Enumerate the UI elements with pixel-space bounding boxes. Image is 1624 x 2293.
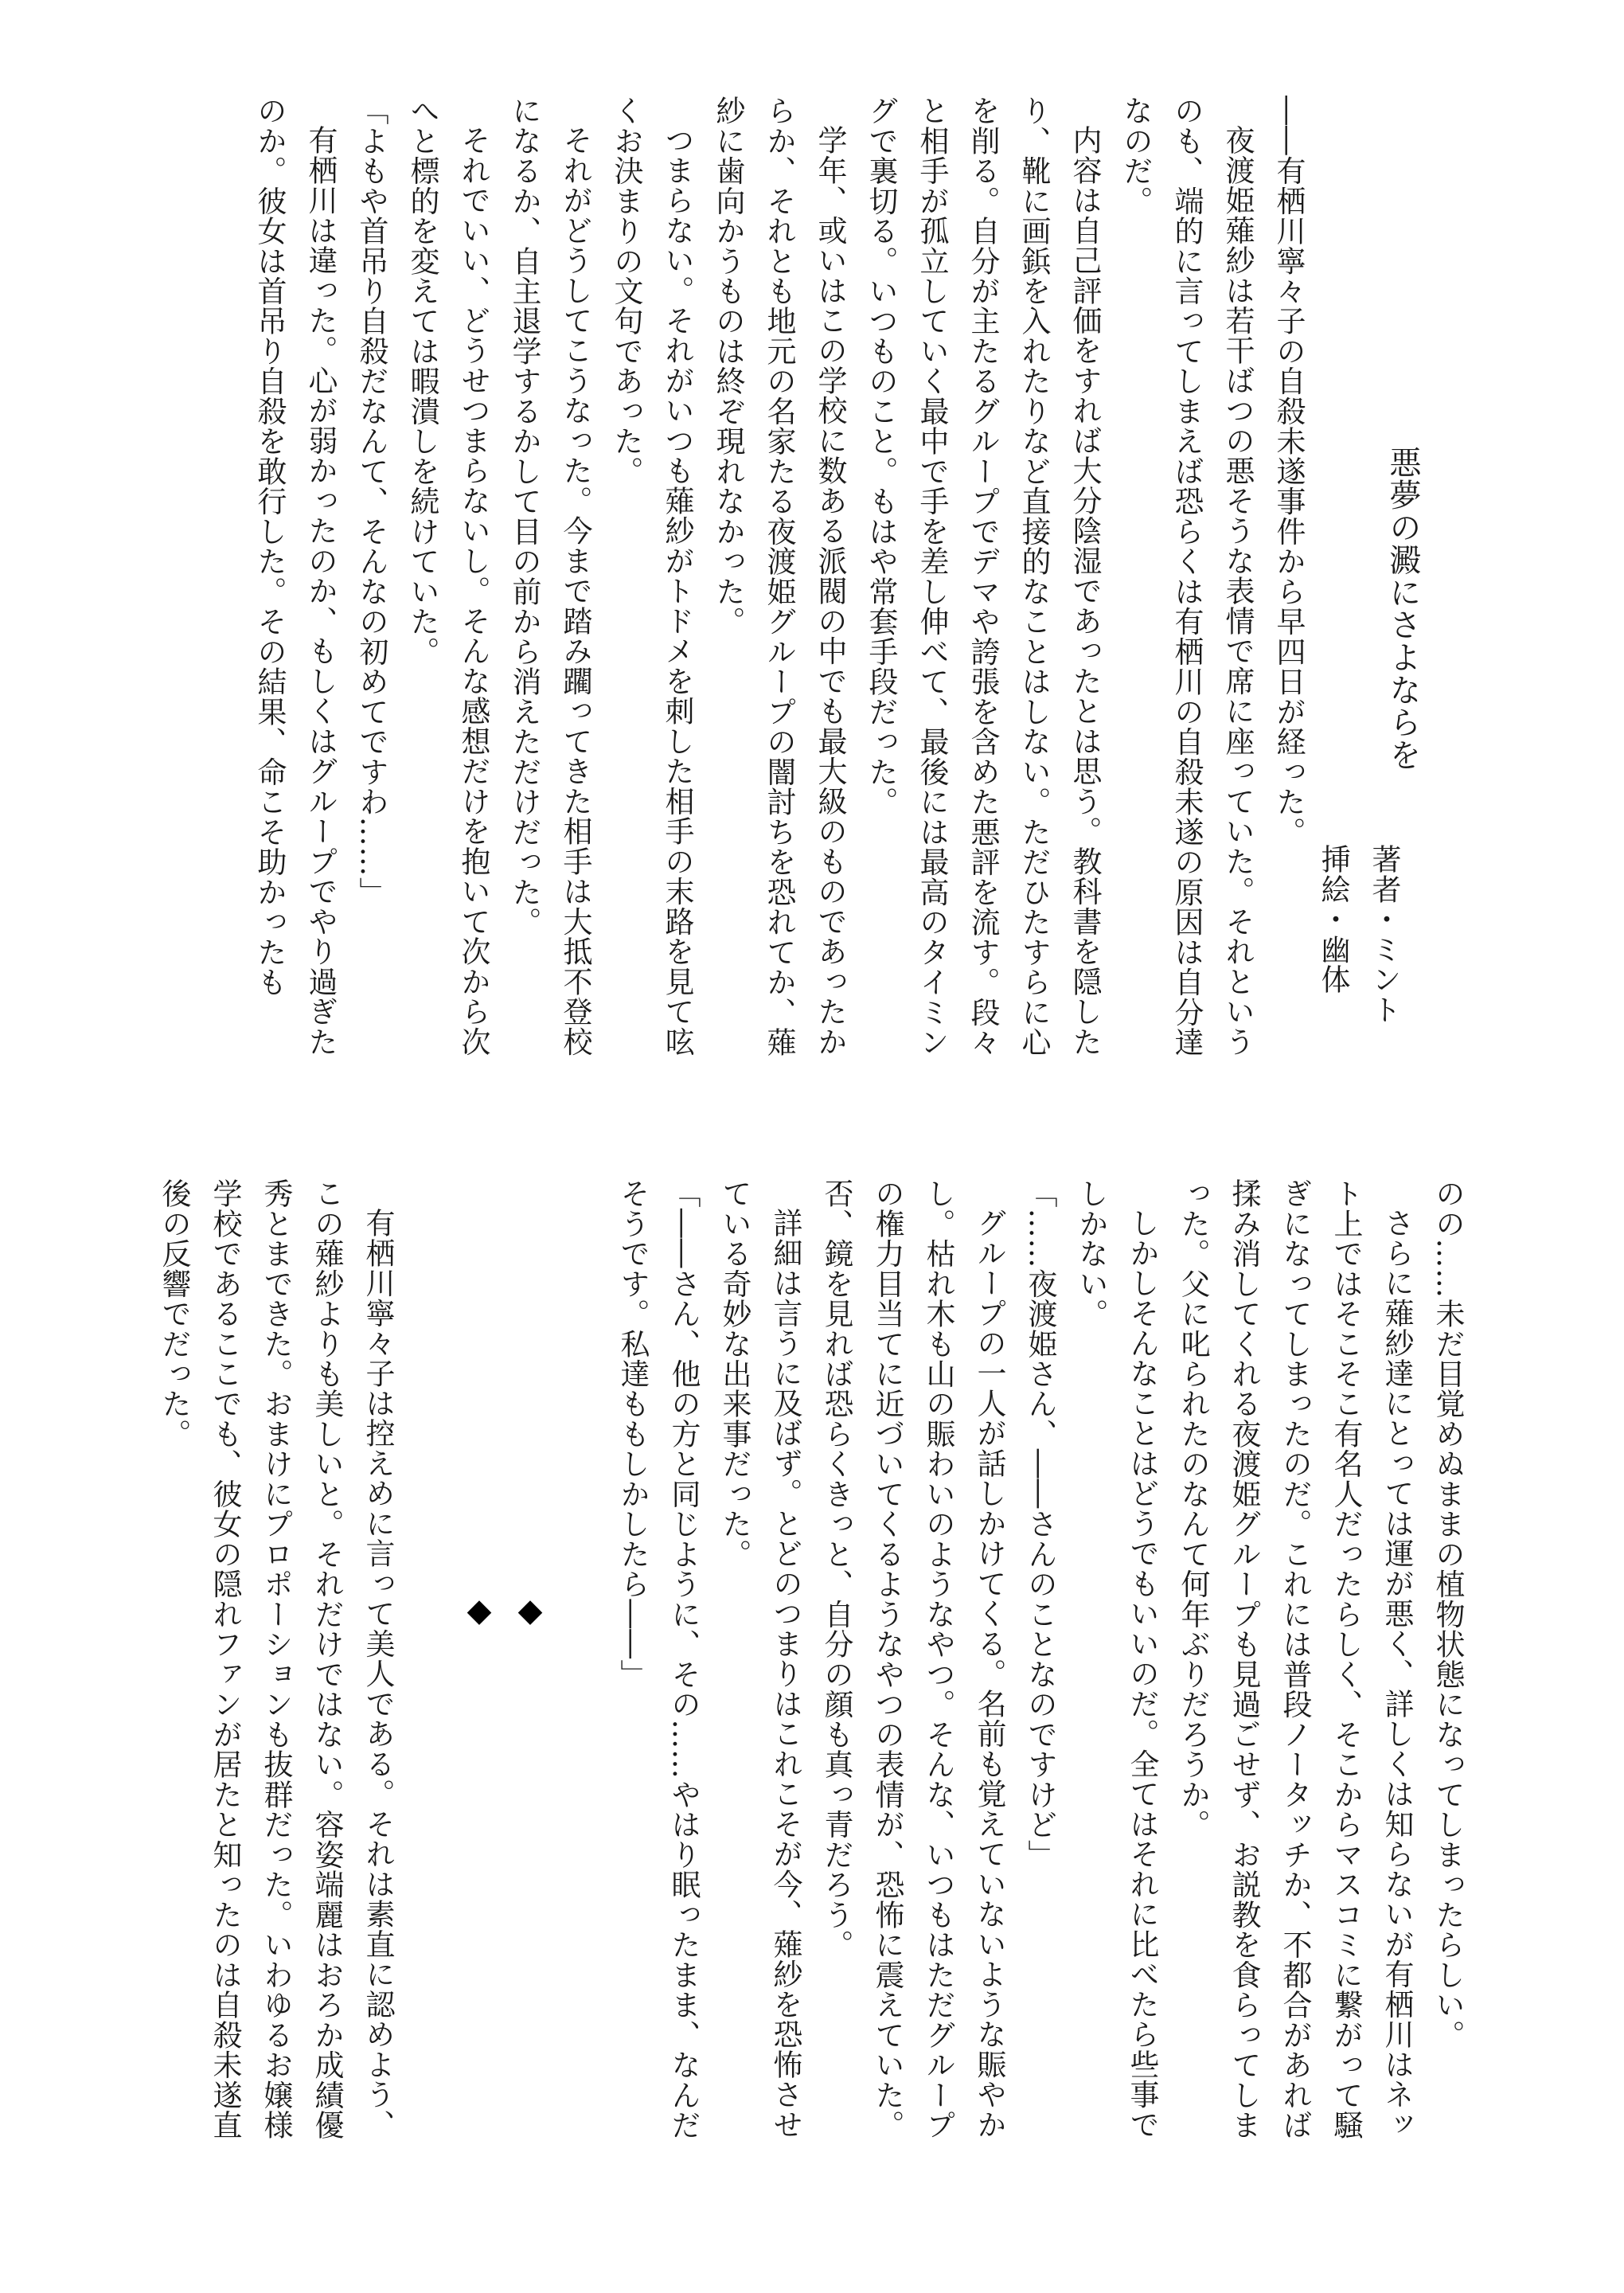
dialogue-line: 「――さん、他の方と同じように、その……やはり眠ったまま、なんだそうです。私達ももしかしたら――」 bbox=[615, 1178, 701, 2140]
paragraph: 夜渡姫薙紗は若干ばつの悪そうな表情で席に座っていた。それというのも、端的に言ってしまえば恐らくは有栖川の自殺未遂の原因は自分達なのだ。 bbox=[1118, 96, 1255, 1057]
paragraph: それがどうしてこうなった。今まで踏み躙ってきた相手は大抵不登校になるか、自主退学するかして目の前から消えただけだった。 bbox=[507, 96, 592, 1057]
paragraph: 学年、或いはこの学校に数ある派閥の中でも最大級のものであったからか、それとも地元の名家たる夜渡姫グループの闇討ちを恐れてか、薙紗に歯向かうものは終ぞ現れなかった。 bbox=[711, 96, 847, 1057]
lower-text-block bbox=[148, 1178, 1473, 2166]
paragraph: 有栖川は違った。心が弱かったのか、もしくはグループでやり過ぎたのか。彼女は首吊り自殺を敢行した。その結果、命こそ助かったも bbox=[252, 96, 338, 1057]
dialogue-line: 「……夜渡姫さん、――さんのことなのですけど」 bbox=[1023, 1178, 1057, 1870]
author-credit: 著者・ミント bbox=[1367, 844, 1401, 1025]
illustrator-credit: 挿絵・幽体 bbox=[1316, 844, 1350, 994]
credits bbox=[1307, 844, 1409, 1024]
paragraph: のの……未だ目覚めぬままの植物状態になってしまったらしい。 bbox=[1431, 1178, 1465, 2050]
diamond-separator-icon: ◆ bbox=[512, 1592, 548, 1630]
paragraph: しかしそんなことはどうでもいいのだ。全てはそれに比べたら些事でしかない。 bbox=[1074, 1178, 1159, 2139]
paragraph: つまらない。それがいつも薙紗がトドメを刺した相手の末路を見て呟くお決まりの文句であった。 bbox=[609, 96, 694, 1057]
story-title: 悪夢の澱にさよならを bbox=[1384, 446, 1421, 771]
paragraph: それでいい、どうせつまらないし。そんな感想だけを抱いて次から次へと標的を変えては暇潰しを続けていた。 bbox=[405, 96, 490, 1057]
paragraph: 有栖川寧々子は控えめに言って美人である。それは素直に認めよう、この薙紗よりも美しいと。それだけではない。容姿端麗はおろか成績優秀とまできた。おまけにプロポーションも抜群だった。いわゆるお嬢様学校であるここでも、彼女の隠れファンが居たと知ったのは自殺未遂直後の反響でだった。 bbox=[157, 1178, 395, 2140]
paragraph: グループの一人が話しかけてくる。名前も覚えていないような賑やかし。枯れ木も山の賑わいのようなやつ。そんな、いつもはただグループの権力目当てに近づいてくるようなやつの表情が、恐怖に震えていた。否、鏡を見れば恐らくきっと、自分の顔も真っ青だろう。 bbox=[819, 1178, 1006, 2140]
paragraph: 詳細は言うに及ばず。とどのつまりはこれこそが今、薙紗を恐怖させている奇妙な出来事だった。 bbox=[717, 1178, 802, 2139]
diamond-separator-icon: ◆ bbox=[461, 1592, 498, 1630]
paragraph: ――有栖川寧々子の自殺未遂事件から早四日が経った。 bbox=[1271, 96, 1306, 847]
dialogue-line: 「よもや首吊り自殺だなんて、そんなの初めてですわ……」 bbox=[354, 96, 388, 907]
section-separator bbox=[454, 1178, 556, 2166]
paragraph: 内容は自己評価をすれば大分陰湿であったとは思う。教科書を隠したり、靴に画鋲を入れたりなど直接的なことはしない。ただひたすらに心を削る。自分が主たるグループでデマや誇張を含めた悪評を流す。段々と相手が孤立していく最中で手を差し伸べて、最後には最高のタイミングで裏切る。いつものこと。もはや常套手段だった。 bbox=[864, 96, 1102, 1057]
paragraph: さらに薙紗達にとっては運が悪く、詳しくは知らないが有栖川はネット上ではそこそこ有名人だったらしく、そこからマスコミに繋がって騒ぎになってしまったのだ。これには普段ノータッチか、不都合があれば揉み消してくれる夜渡姫グループも見過ごせず、お説教を食らってしまった。父に叱られたのなんて何年ぶりだろうか。 bbox=[1176, 1178, 1414, 2140]
upper-text-block bbox=[244, 96, 1314, 1083]
